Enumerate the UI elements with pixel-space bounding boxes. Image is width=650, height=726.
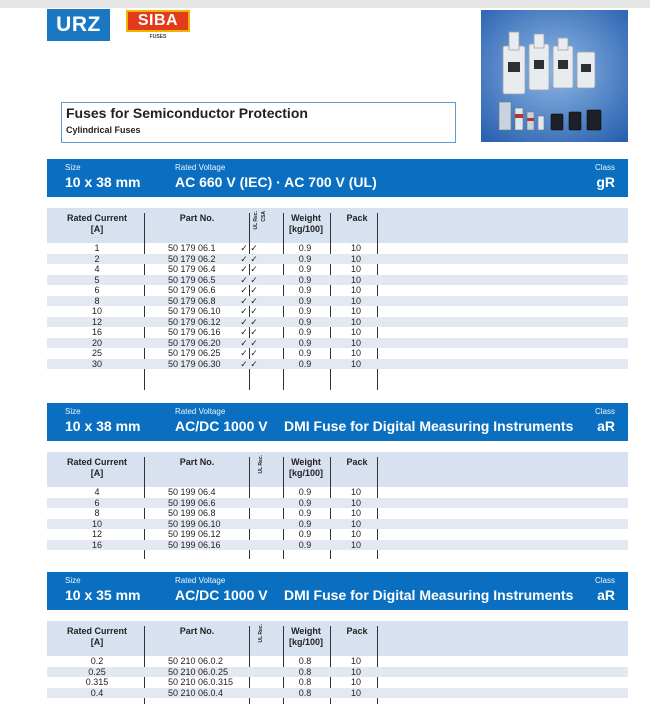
part-number-cell: 50 179 06.12 [168,316,221,327]
approval-cell: ✓ ✓ [240,316,258,327]
class-label: Class [594,163,615,172]
pack-cell: 10 [350,358,361,369]
approval-cell: ✓ ✓ [240,274,258,285]
rated-current-cell: 0.315 [85,677,109,687]
page-title: Fuses for Semiconductor Protection [66,105,308,121]
weight-cell: 0.8 [298,666,312,677]
weight-cell: 0.8 [298,656,312,666]
approval-cell: ✓ ✓ [240,348,258,358]
rated-voltage-label: Rated Voltage [175,407,226,416]
series-code-badge: URZ [47,9,110,41]
weight-cell: 0.9 [298,285,312,295]
approval-cell: ✓ ✓ [240,243,258,253]
pack-cell: 10 [350,348,361,358]
rated-current-cell: 16 [91,327,102,337]
weight-cell: 0.9 [298,487,312,497]
pack-cell: 10 [350,508,361,518]
col-ul-rec: UL Rec. [258,455,264,474]
weight-cell: 0.9 [298,295,312,306]
table-row [47,540,628,551]
weight-cell: 0.9 [298,539,312,550]
section-3-table-header [47,621,628,656]
rated-current-cell: 0.2 [90,656,104,666]
rated-current-cell: 8 [94,295,100,306]
col-weight: Weight [kg/100] [288,213,323,234]
approval-cell: ✓ ✓ [240,358,258,369]
class-value: aR [597,418,615,434]
rated-current-cell: 30 [91,358,102,369]
rated-current-cell: 8 [94,508,100,518]
pack-cell: 10 [350,656,361,666]
section-2-spec-bar [47,403,628,441]
rated-voltage-label: Rated Voltage [175,163,226,172]
pack-cell: 10 [350,539,361,550]
col-pack: Pack [346,213,368,223]
section-2-table-header [47,452,628,487]
rated-current-cell: 6 [94,497,100,508]
pack-cell: 10 [350,274,361,285]
table-row [47,656,628,667]
rated-current-cell: 0.4 [90,687,104,698]
col-rated-current: Rated Current [A] [66,626,127,647]
rated-current-cell: 0.25 [88,666,106,677]
rated-current-cell: 25 [91,348,102,358]
table-row [47,498,628,509]
pack-cell: 10 [350,295,361,306]
table-row [47,285,628,296]
pack-cell: 10 [350,677,361,687]
rated-voltage-label: Rated Voltage [175,576,226,585]
table-row [47,529,628,540]
part-number-cell: 50 179 06.4 [168,264,216,274]
section-description: DMI Fuse for Digital Measuring Instruments [284,587,574,603]
part-number-cell: 50 210 06.0.2 [168,656,224,666]
approval-cell: ✓ ✓ [240,337,258,348]
pack-cell: 10 [350,316,361,327]
approval-cell: ✓ ✓ [240,264,258,274]
approval-cell: ✓ ✓ [240,253,258,264]
weight-cell: 0.9 [298,348,312,358]
pack-cell: 10 [350,253,361,264]
col-csa: CSA [261,211,267,222]
table-row [47,688,628,699]
rated-current-cell: 20 [91,337,102,348]
class-value: aR [597,587,615,603]
col-part-no: Part No. [179,457,215,467]
table-row [47,327,628,338]
pack-cell: 10 [350,285,361,295]
weight-cell: 0.9 [298,253,312,264]
brand-name: SIBA [126,10,190,32]
size-label: Size [65,163,81,172]
col-rated-current: Rated Current [A] [66,457,127,478]
part-number-cell: 50 210 06.0.4 [168,687,224,698]
table-row [47,359,628,370]
table-row [47,508,628,519]
part-number-cell: 50 210 06.0.25 [168,666,229,677]
part-number-cell: 50 199 06.4 [168,487,216,497]
class-value: gR [596,174,615,190]
part-number-cell: 50 199 06.16 [168,539,221,550]
table-row [47,306,628,317]
part-number-cell: 50 179 06.1 [168,243,216,253]
part-number-cell: 50 179 06.8 [168,295,216,306]
pack-cell: 10 [350,337,361,348]
rated-current-cell: 4 [94,487,100,497]
weight-cell: 0.9 [298,529,312,539]
pack-cell: 10 [350,518,361,529]
size-label: Size [65,407,81,416]
rated-current-cell: 5 [94,274,100,285]
table-row [47,677,628,688]
pack-cell: 10 [350,497,361,508]
siba-logo [126,10,190,46]
weight-cell: 0.9 [298,306,312,316]
pack-cell: 10 [350,487,361,497]
part-number-cell: 50 199 06.6 [168,497,216,508]
rated-current-cell: 4 [94,264,100,274]
weight-cell: 0.9 [298,337,312,348]
approval-cell: ✓ ✓ [240,285,258,295]
size-value: 10 x 38 mm [65,418,141,434]
rated-current-cell: 10 [91,518,102,529]
part-number-cell: 50 179 06.25 [168,348,221,358]
weight-cell: 0.9 [298,508,312,518]
approval-cell: ✓ ✓ [240,306,258,316]
table-row [47,275,628,286]
rated-current-cell: 12 [91,529,102,539]
size-value: 10 x 35 mm [65,587,141,603]
brand-sub: FUSES [149,34,167,40]
part-number-cell: 50 179 06.20 [168,337,221,348]
col-rated-current: Rated Current [A] [66,213,127,234]
col-weight: Weight [kg/100] [288,457,323,478]
col-weight: Weight [kg/100] [288,626,323,647]
weight-cell: 0.9 [298,497,312,508]
part-number-cell: 50 199 06.10 [168,518,221,529]
rated-current-cell: 12 [91,316,102,327]
table-row [47,254,628,265]
table-row [47,296,628,307]
table-row [47,338,628,349]
table-row [47,667,628,678]
col-ul-rec: UL Rec. [253,211,259,230]
pack-cell: 10 [350,327,361,337]
page-top-strip [0,0,650,8]
part-number-cell: 50 179 06.2 [168,253,216,264]
col-ul-rec: UL Rec. [258,624,264,643]
rated-current-cell: 2 [94,253,100,264]
col-pack: Pack [346,626,368,636]
table-row [47,243,628,254]
section-3-rows [47,656,628,698]
part-number-cell: 50 179 06.10 [168,306,221,316]
col-part-no: Part No. [179,213,215,223]
part-number-cell: 50 179 06.5 [168,274,216,285]
catalog-title-box [61,102,456,143]
section-1-rows [47,243,628,369]
section-3-spec-bar [47,572,628,610]
weight-cell: 0.9 [298,243,312,253]
weight-cell: 0.9 [298,518,312,529]
rated-current-cell: 16 [91,539,102,550]
table-row [47,519,628,530]
rated-current-cell: 6 [94,285,100,295]
section-2-rows [47,487,628,550]
pack-cell: 10 [350,306,361,316]
size-label: Size [65,576,81,585]
weight-cell: 0.9 [298,274,312,285]
weight-cell: 0.9 [298,358,312,369]
pack-cell: 10 [350,687,361,698]
part-number-cell: 50 179 06.30 [168,358,221,369]
section-1-spec-bar [47,159,628,197]
weight-cell: 0.9 [298,327,312,337]
part-number-cell: 50 179 06.6 [168,285,216,295]
table-row [47,264,628,275]
rated-current-cell: 10 [91,306,102,316]
section-1-table-header [47,208,628,243]
size-value: 10 x 38 mm [65,174,141,190]
class-label: Class [594,407,615,416]
pack-cell: 10 [350,243,361,253]
col-part-no: Part No. [179,626,215,636]
pack-cell: 10 [350,666,361,677]
rated-voltage-value: AC 660 V (IEC) · AC 700 V (UL) [175,174,377,190]
weight-cell: 0.8 [298,687,312,698]
pack-cell: 10 [350,264,361,274]
part-number-cell: 50 210 06.0.315 [168,677,234,687]
part-number-cell: 50 199 06.12 [168,529,221,539]
pack-cell: 10 [350,529,361,539]
table-row [47,487,628,498]
rated-current-cell: 1 [94,243,100,253]
weight-cell: 0.9 [298,264,312,274]
page-subtitle: Cylindrical Fuses [66,125,141,135]
table-row [47,348,628,359]
part-number-cell: 50 179 06.16 [168,327,221,337]
rated-voltage-value: AC/DC 1000 V [175,587,268,603]
section-description: DMI Fuse for Digital Measuring Instruments [284,418,574,434]
class-label: Class [594,576,615,585]
table-row [47,317,628,328]
weight-cell: 0.9 [298,316,312,327]
rated-voltage-value: AC/DC 1000 V [175,418,268,434]
approval-cell: ✓ ✓ [240,295,258,306]
weight-cell: 0.8 [298,677,312,687]
part-number-cell: 50 199 06.8 [168,508,216,518]
col-pack: Pack [346,457,368,467]
product-photo [481,10,628,142]
approval-cell: ✓ ✓ [240,327,258,337]
